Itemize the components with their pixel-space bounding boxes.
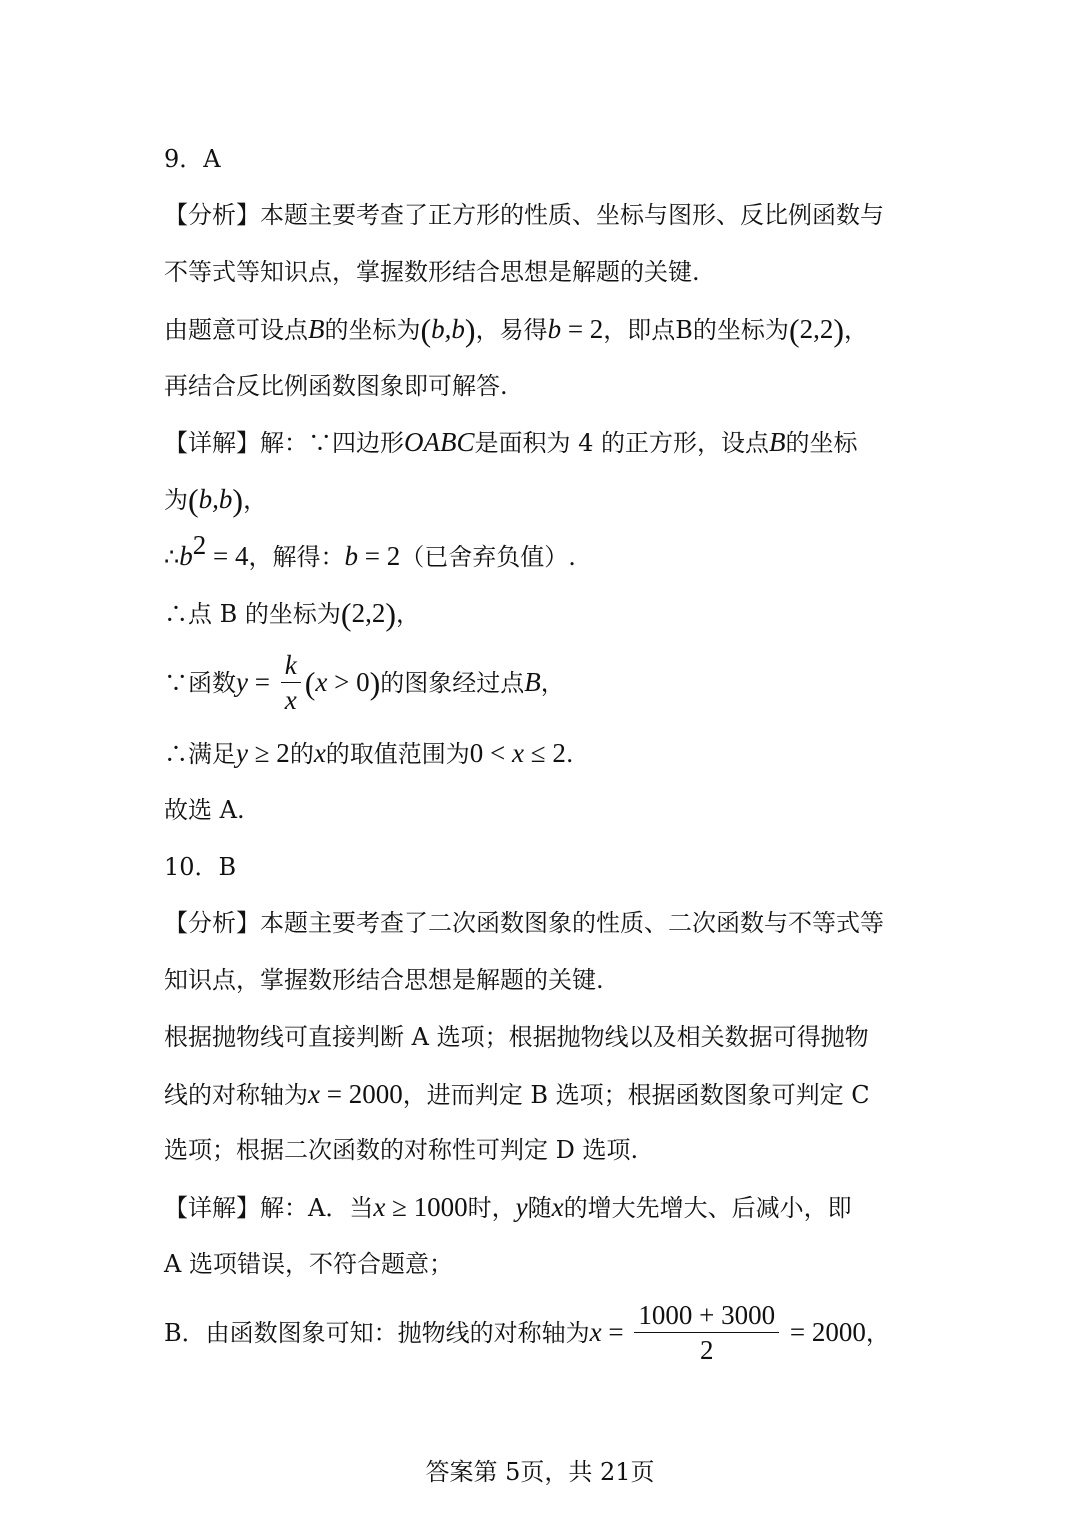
text: 时，	[467, 1194, 516, 1222]
numerator: 1000 + 3000	[634, 1300, 779, 1333]
math-var: B	[769, 427, 786, 457]
math-var: b	[179, 541, 193, 571]
text: （已舍弃负值）.	[400, 543, 576, 571]
q9-analysis-line-2: 不等式等知识点，掌握数形结合思想是解题的关键.	[164, 258, 700, 286]
math-var: x	[308, 1079, 320, 1109]
text: 由题意可设点	[164, 316, 308, 344]
denominator: 2	[699, 1335, 714, 1365]
q10-detail-line-1	[164, 1190, 924, 1225]
q10-analysis-line-1: 【分析】本题主要考查了二次函数图象的性质、二次函数与不等式等	[164, 909, 884, 937]
paren: (	[304, 665, 316, 701]
q10-analysis-line-5: 选项；根据二次函数的对称性可判定 D 选项.	[164, 1136, 639, 1164]
fraction	[281, 650, 301, 715]
q10-analysis-line-2: 知识点，掌握数形结合思想是解题的关键.	[164, 966, 604, 994]
text: ∴点 B 的坐标为	[164, 600, 341, 628]
text: 为	[164, 486, 188, 514]
text: ，	[540, 669, 565, 697]
therefore-symbol: ∴	[164, 543, 180, 571]
q9-analysis-line-3	[164, 312, 924, 347]
text: 【详解】解：∵四边形	[164, 429, 404, 457]
text: 是面积为 4 的正方形，设点	[474, 429, 770, 457]
math-var: b	[547, 314, 562, 344]
text: 的坐标	[785, 429, 858, 457]
math-expr: > 0	[327, 667, 370, 697]
math-var: b	[344, 541, 359, 571]
math-var: OABC	[404, 427, 475, 457]
text: 的	[289, 740, 314, 768]
text: 的取值范围为	[325, 740, 470, 768]
paren: (	[188, 482, 199, 518]
math-var: x	[512, 738, 525, 768]
q9-analysis-line-1: 【分析】本题主要考查了正方形的性质、坐标与图形、反比例函数与	[164, 201, 884, 229]
q9-analysis-line-4: 再结合反比例函数图象即可解答.	[164, 372, 508, 400]
math-expr: = 2	[561, 314, 604, 344]
math-expr: =	[601, 1317, 631, 1347]
text: 的图象经过点	[380, 669, 525, 697]
page-footer: 答案第 5页，共 21页	[425, 1458, 655, 1486]
q10-detail-line-2: A 选项错误，不符合题意；	[164, 1250, 453, 1278]
text: 的坐标为	[324, 316, 421, 344]
math-expr: 0 <	[469, 738, 513, 768]
text: B．由函数图象可知：抛物线的对称轴为	[164, 1319, 590, 1347]
text: 的增大先增大、后减小，即	[563, 1194, 852, 1222]
numerator: k	[281, 650, 301, 683]
text: 线的对称轴为	[164, 1081, 308, 1109]
q9-detail-line-3	[164, 530, 924, 574]
math-expr: = 2000	[319, 1079, 403, 1109]
exponent: 2	[192, 530, 207, 560]
math-var: y	[236, 738, 248, 768]
paren: )	[232, 482, 244, 518]
denominator: x	[284, 685, 297, 715]
paren: (	[420, 312, 432, 348]
q10-analysis-line-3: 根据抛物线可直接判断 A 选项；根据抛物线以及相关数据可得抛物	[164, 1023, 869, 1051]
math-expr: =	[247, 667, 277, 697]
math-expr: ≤ 2	[524, 738, 566, 768]
math-var: B	[524, 667, 541, 697]
paren: )	[464, 312, 476, 348]
paren: (	[788, 312, 800, 348]
math-var: x	[315, 667, 328, 697]
paren: )	[369, 665, 381, 701]
paren: )	[833, 312, 844, 348]
math-expr: b,b	[431, 314, 465, 344]
math-var: B	[308, 314, 325, 344]
math-expr: 2,2	[351, 598, 386, 628]
math-var: x	[551, 1192, 564, 1222]
q10-detail-line-3	[164, 1300, 924, 1367]
math-expr: b,b	[198, 484, 233, 514]
math-var: y	[236, 667, 248, 697]
math-expr: ≥ 2	[247, 738, 290, 768]
q10-header: 10．B	[164, 853, 237, 881]
q10-analysis-line-4	[164, 1077, 924, 1112]
q9-detail-line-4	[164, 596, 924, 631]
math-expr: ≥ 1000	[385, 1192, 468, 1222]
text: .	[565, 740, 574, 768]
text: ，即点B的坐标为	[603, 316, 789, 344]
paren: )	[385, 596, 396, 632]
text: ，	[395, 600, 420, 628]
text: 【详解】解：A．当	[164, 1194, 374, 1222]
text: 随	[527, 1194, 552, 1222]
because-symbol: ∵函数	[164, 669, 236, 697]
q9-header: 9．A	[164, 145, 221, 173]
text: ，	[243, 486, 268, 514]
math-expr: = 2	[358, 541, 401, 571]
math-expr: = 2000	[783, 1317, 866, 1347]
text: ，解得：	[248, 543, 345, 571]
paren: (	[340, 596, 352, 632]
q9-detail-line-7: 故选 A.	[164, 796, 245, 824]
text: ∴满足	[164, 740, 236, 768]
math-var: x	[313, 738, 326, 768]
math-var: y	[515, 1192, 528, 1222]
text: ，	[865, 1319, 890, 1347]
math-expr: 2,2	[799, 314, 834, 344]
text: ，	[844, 316, 868, 344]
math-var: x	[589, 1317, 602, 1347]
q9-detail-line-2	[164, 482, 924, 517]
fraction	[634, 1300, 779, 1365]
q9-detail-line-1	[164, 425, 924, 460]
q9-detail-line-6	[164, 736, 924, 771]
math-expr: = 4	[206, 541, 249, 571]
math-var: x	[373, 1192, 386, 1222]
q9-detail-line-5	[164, 652, 924, 717]
text: ，易得	[475, 316, 548, 344]
text: ，进而判定 B 选项；根据函数图象可判定 C	[402, 1081, 870, 1109]
